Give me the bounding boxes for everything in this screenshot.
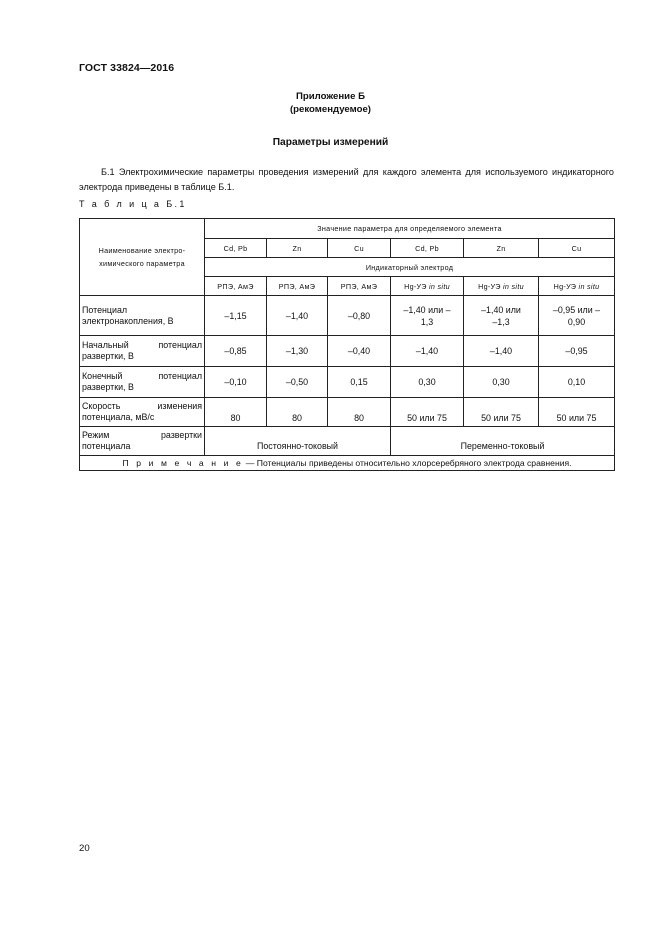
electrode-cell bbox=[539, 277, 615, 296]
table-row bbox=[80, 296, 615, 336]
row-label: Начальный потенциал развертки, В bbox=[80, 336, 205, 367]
table-row bbox=[80, 367, 615, 398]
element-cell: Zn bbox=[464, 239, 539, 258]
electrode-name: Hg-УЭ bbox=[478, 281, 504, 291]
value-cell: 80 bbox=[328, 398, 391, 427]
value-cell: 0,15 bbox=[328, 367, 391, 398]
element-cell: Zn bbox=[267, 239, 328, 258]
row-label: Потенциал электронакопления, В bbox=[80, 296, 205, 336]
row-label: Скорость изменения потенциала, мВ/с bbox=[80, 398, 205, 427]
value-cell: –0,50 bbox=[267, 367, 328, 398]
parameters-table bbox=[79, 218, 615, 471]
table-caption: Т а б л и ц а Б.1 bbox=[79, 199, 187, 209]
value-cell: –1,15 bbox=[205, 296, 267, 336]
electrode-suffix: in situ bbox=[429, 281, 450, 291]
appendix-title: Приложение Б bbox=[296, 91, 365, 102]
document-code: ГОСТ 33824—2016 bbox=[79, 62, 175, 74]
electrode-cell bbox=[328, 277, 391, 296]
page-number: 20 bbox=[79, 843, 90, 854]
appendix-subtitle: (рекомендуемое) bbox=[289, 104, 371, 115]
electrode-suffix: in situ bbox=[503, 281, 524, 291]
row-label: Конечный потенциал развертки, В bbox=[80, 367, 205, 398]
intro-paragraph bbox=[79, 165, 614, 195]
electrode-name: Hg-УЭ bbox=[553, 281, 579, 291]
value-cell: –1,40 bbox=[267, 296, 328, 336]
electrode-cell bbox=[267, 277, 328, 296]
note-text: — Потенциалы приведены относительно хлорсеребряного электрода сравнения. bbox=[243, 458, 572, 468]
element-cell: Cu bbox=[328, 239, 391, 258]
value-cell: 50 или 75 bbox=[391, 398, 464, 427]
intro-text: Б.1 Электрохимические параметры проведения измерений для каждого элемента для используемого индикаторного электрода приведены в таблице Б.1. bbox=[79, 167, 614, 192]
electrode-name: РПЭ, АмЭ bbox=[278, 281, 316, 291]
scan-mode-dc: Постоянно-токовый bbox=[205, 427, 391, 456]
electrode-name: РПЭ, АмЭ bbox=[340, 281, 378, 291]
element-cell: Cu bbox=[539, 239, 615, 258]
electrode-name: РПЭ, АмЭ bbox=[217, 281, 254, 291]
note-prefix: П р и м е ч а н и е bbox=[122, 458, 244, 468]
value-cell: 80 bbox=[267, 398, 328, 427]
table-note bbox=[80, 456, 615, 471]
value-cell: –1,40 bbox=[391, 336, 464, 367]
electrode-suffix: in situ bbox=[578, 281, 600, 291]
value-cell: –0,40 bbox=[328, 336, 391, 367]
value-cell: –0,95 bbox=[539, 336, 615, 367]
value-cell: –1,30 bbox=[267, 336, 328, 367]
table-row bbox=[80, 427, 615, 456]
section-title: Параметры измерений bbox=[272, 137, 389, 148]
electrode-cell bbox=[464, 277, 539, 296]
electrode-cell bbox=[205, 277, 267, 296]
value-cell: –0,10 bbox=[205, 367, 267, 398]
scan-mode-ac: Переменно-токовый bbox=[391, 427, 615, 456]
value-cell: 0,30 bbox=[391, 367, 464, 398]
element-cell: Cd, Pb bbox=[391, 239, 464, 258]
value-cell: –0,85 bbox=[205, 336, 267, 367]
value-cell: 80 bbox=[205, 398, 267, 427]
electrode-cell bbox=[391, 277, 464, 296]
value-cell: –0,95 или –0,90 bbox=[539, 296, 615, 336]
value-cell: 0,10 bbox=[539, 367, 615, 398]
electrode-header: Индикаторный электрод bbox=[205, 258, 615, 277]
electrode-name: Hg-УЭ bbox=[404, 281, 430, 291]
value-cell: 0,30 bbox=[464, 367, 539, 398]
param-header: Наименование электро-химического параметра bbox=[80, 219, 205, 296]
table-row bbox=[80, 336, 615, 367]
value-cell: 50 или 75 bbox=[464, 398, 539, 427]
value-cell: –1,40 или –1,3 bbox=[464, 296, 539, 336]
value-cell: –0,80 bbox=[328, 296, 391, 336]
value-header: Значение параметра для определяемого элемента bbox=[205, 219, 615, 239]
element-cell: Cd, Pb bbox=[205, 239, 267, 258]
value-cell: 50 или 75 bbox=[539, 398, 615, 427]
value-cell: –1,40 bbox=[464, 336, 539, 367]
value-cell: –1,40 или –1,3 bbox=[391, 296, 464, 336]
table-row bbox=[80, 398, 615, 427]
row-label: Режим развертки потенциала bbox=[80, 427, 205, 456]
